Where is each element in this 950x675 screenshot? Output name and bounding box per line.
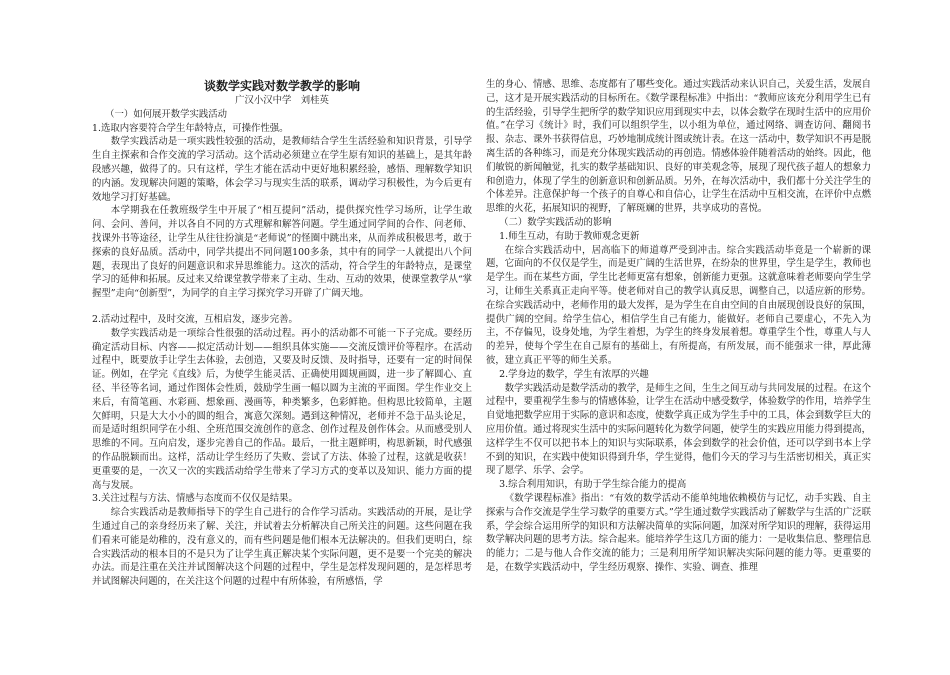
subsection-heading: 1.师生互动，有助于教师观念更新 xyxy=(499,230,640,242)
left-column-body xyxy=(92,108,472,589)
document-title: 谈数学实践对数学教学的影响 xyxy=(203,79,360,93)
paragraph: 数学实践活动是一项综合性很强的活动过程。再小的活动都不可能一下子完成。要经历确定活动目标、内容——拟定活动计划——组织具体实施——交流反馈评价等程序。在活动过程中，既要放手让学生去体验，去创造，又要及时反馈、及时指导，还要有一定的时间保证。例如，在学完《直线》后，为使学生能灵活、正确使用圆规画圆，进一步了解圆心、直径、半径等名词，通过作图体会性质，鼓励学生画一幅以圆为主流的平面图。学生作业交上来后，有简笔画、水彩画、想象画、漫画等，种类繁多，色彩鲜艳。但构思比较简单，主题欠鲜明，只是大大小小的圆的组合，寓意欠深刻。遇到这种情况，老师并不急于品头论足，而是适时组织同学在小组、全班范围交流创作的意念、创作过程及创作体会。从而感受别人思维的不同。互向启发，逐步完善自己的作品。最后，一批主题鲜明，构思新颖，时代感强的作品脱颖而出。这样，活动让学生经历了失败、尝试了方法、体验了过程，这就是收获！更重要的是，一次又一次的实践活动给学生带来了学习方式的变革以及知识、能力方面的提高与发展。 xyxy=(92,327,472,491)
left-column xyxy=(92,78,472,589)
document-author: 广汉小汉中学 刘桂英 xyxy=(235,95,329,106)
paragraph: 数学实践活动是一项实践性较强的活动，是教师结合学生生活经验和知识背景，引导学生自主探索和合作交流的学习活动。这个活动必须建立在学生原有知识的基础上，是其年龄段感兴趣，做得了的。只有这样，学生才能在活动中更好地积累经验，感悟、理解数学知识的内涵。发现解决问题的策略，体会学习与现实生活的联系，调动学习积极性，为今后更有效地学习打好基础。 xyxy=(92,136,472,203)
subsection-heading: 2.学身边的数学，学生有浓厚的兴趣 xyxy=(499,368,649,380)
paragraph: 本学期我在任教班级学生中开展了“相互提问”活动，提供探究性学习场所，让学生敢问、会问、善问，并以各自不同的方式理解和解答问题。学生通过同学间的合作、问老师、找课外书等途径，让学生从往往扮演是“老师说”的怪圈中跳出来，从而养成积极思考，敢于探索的良好品质。活动中，同学共提出不同问题100多条，其中有的同学一人就提出八个问题，表现出了良好的问题意识和求异思维能力。这次的活动，符合学生的年龄特点，是课堂学习的延伸和拓展。反过来又给课堂教学带来了主动、生动、互动的效果，使课堂教学从“掌握型”走向“创新型”，为同学的自主学习探究学习开辟了广阔天地。 xyxy=(92,205,472,300)
paragraph: 生的身心、情感、思维、态度都有了哪些变化。通过实践活动来认识自己，关爱生活，发展自己，这才是开展实践活动的目标所在。《数学课程标准》中指出：“教师应该充分利用学生已有的生活经验，引导学生把所学的数学知识应用到现实中去，以体会数学在现时生活中的应用价值。”在学习《统计》时，我们可以组织学生，以小组为单位，通过网络、调查访问、翻阅书报、杂志、课外书获得信息，巧妙地制成统计图或统计表。在这一活动中，数学知识不再是脱离生活的各种练习，而是充分体现实践活动的再创造。情感体验伴随着活动的始终。因此，他们敏锐的新闻触觉，扎实的数学基础知识、良好的审美观念等，展现了现代孩子超人的想象力和创造力，体现了学生的创新意识和创新品质。另外，在每次活动中，我们都十分关注学生的个体差异。注意保护每一个孩子的自尊心和自信心，让学生在活动中互相交流，在评价中点燃思维的火花，拓展知识的视野，了解斑斓的世界，共享成功的喜悦。 xyxy=(486,79,871,215)
subsection-heading: 2.活动过程中，及时交流，互相启发，逐步完善。 xyxy=(92,313,298,325)
right-column xyxy=(486,78,871,575)
subsection-heading: 3.综合利用知识，有助于学生综合能力的提高 xyxy=(499,479,687,491)
paragraph: 《数学课程标准》指出：“有效的数学活动不能单纯地依赖模仿与记忆，动手实践、自主探索与合作交流是学生学习数学的重要方式。”学生通过数学实践活动了解数学与生活的广泛联系，学会综合运用所学的知识和方法解决简单的实际问题，加深对所学知识的理解，获得运用数学解决问题的思考方法。综合起来。能培养学生这几方面的能力：一是收集信息、整理信息的能力；二是与他人合作交流的能力；三是利用所学知识解决实际问题的能力等。更重要的是，在数学实践活动中，学生经历观察、操作、实验、调查、推理 xyxy=(486,492,871,573)
section-heading: （二）数学实践活动的影响 xyxy=(499,216,612,228)
right-column-body xyxy=(486,78,871,575)
paragraph: 在综合实践活动中，居高临下的师道尊严受到冲击。综合实践活动毕竟是一个崭新的课题，它面向的不仅仅是学生，而是更广阔的生活世界，在纷杂的世界里，学生是学生，教师也是学生。而在某些方面，学生比老师更富有想象，创新能力更强。这就意味着老师要向学生学习，让师生关系真正走向平等。使老师对自己的教学认真反思，调整自己，以适应新的形势。在综合实践活动中，老师作用的最大发挥，是为学生在自由空间的自由展现创设良好的氛围，提供广阔的空间。给学生信心，相信学生自己有能力，能做好。老师自己要虚心，不先入为主，不存偏见，设身处地，为学生着想，为学生的终身发展着想。尊重学生个性，尊重人与人的差异，使每个学生在自己原有的基础上，有所提高，有所发展，而不能强求一律，厚此薄彼，建立真正平等的师生关系。 xyxy=(486,244,871,366)
subsection-heading: 3.关注过程与方法、情感与态度而不仅仅是结果。 xyxy=(92,493,298,505)
paragraph: 数学实践活动是数学活动的教学，是师生之间，生生之间互动与共同发展的过程。在这个过程中，要重视学生参与的情感体验，让学生在活动中感受数学，体验数学的作用，培养学生自觉地把数学应用于实际的意识和态度，使数学真正成为学生手中的工具，体会到数学巨大的应用价值。通过将现实生活中的实际问题转化为数学问题，使学生的实践应用能力得到提高，这样学生不仅可以把书本上的知识与实际联系，体会到数学的社会价值，还可以学到书本上学不到的知识，在实践中使知识得到升华，学生觉得，他们今天的学习与生活密切相关，真正实现了愿学、乐学、会学。 xyxy=(486,382,871,477)
section-heading: （一）如何展开数学实践活动 xyxy=(105,108,228,120)
subsection-heading: 1.选取内容要符合学生年龄特点，可操作性强。 xyxy=(92,122,289,134)
paragraph: 综合实践活动是教师指导下的学生自己进行的合作学习活动。实践活动的开展，是让学生通过自己的亲身经历来了解、关注，并试着去分析解决自己所关注的问题。这些问题在我们看来可能是幼稚的，没有意义的，而有些问题是他们根本无法解决的。但我们更明白，综合实践活动的根本目的不是只为了让学生真正解决某个实际问题，更不是要一个完美的解决办法。而是注重在关注并试图解决这个问题的过程中，学生是怎样发现问题的，是怎样思考并试图解决问题的，在关注这个问题的过程中有所体验，有所感悟，学 xyxy=(92,507,472,588)
